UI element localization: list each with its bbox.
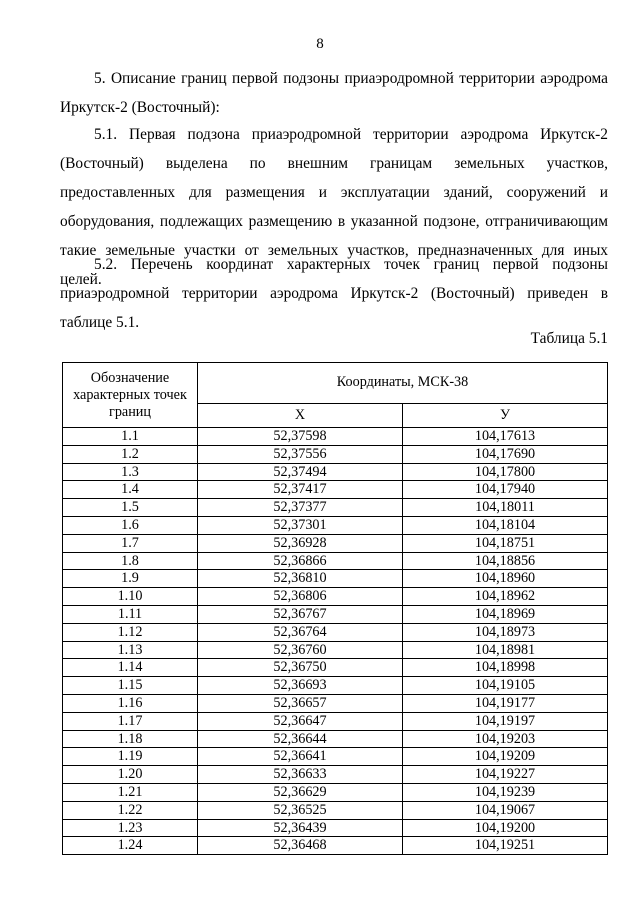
point-cell: 1.11 (63, 605, 198, 623)
table-row (63, 837, 608, 855)
x-coordinate-cell: 52,36810 (198, 570, 403, 588)
y-coordinate-cell: 104,18104 (403, 516, 608, 534)
x-coordinate-cell: 52,37301 (198, 516, 403, 534)
y-coordinate-cell: 104,17613 (403, 428, 608, 446)
table-row (63, 712, 608, 730)
table-row (63, 605, 608, 623)
x-coordinate-cell: 52,36641 (198, 748, 403, 766)
x-coordinate-cell: 52,37556 (198, 445, 403, 463)
table-body (63, 428, 608, 855)
x-coordinate-cell: 52,36629 (198, 783, 403, 801)
point-cell: 1.18 (63, 730, 198, 748)
table-row (63, 730, 608, 748)
header-x: X (198, 403, 403, 427)
x-coordinate-cell: 52,37417 (198, 481, 403, 499)
section-5-heading: 5. Описание границ первой подзоны приаэродромной территории аэродрома Иркутск-2 (Восточный): (60, 70, 608, 116)
x-coordinate-cell: 52,36760 (198, 641, 403, 659)
x-coordinate-cell: 52,37598 (198, 428, 403, 446)
x-coordinate-cell: 52,37377 (198, 499, 403, 517)
table-row (63, 463, 608, 481)
y-coordinate-cell: 104,19239 (403, 783, 608, 801)
x-coordinate-cell: 52,36644 (198, 730, 403, 748)
header-point-designation: Обозначение характерных точек границ (63, 363, 198, 428)
y-coordinate-cell: 104,17940 (403, 481, 608, 499)
header-coordinates: Координаты, МСК-38 (198, 363, 608, 404)
table-caption: Таблица 5.1 (530, 330, 608, 347)
point-cell: 1.1 (63, 428, 198, 446)
y-coordinate-cell: 104,19177 (403, 694, 608, 712)
y-coordinate-cell: 104,18969 (403, 605, 608, 623)
page-number: 8 (316, 36, 324, 52)
y-coordinate-cell: 104,18011 (403, 499, 608, 517)
point-cell: 1.23 (63, 819, 198, 837)
point-cell: 1.20 (63, 766, 198, 784)
x-coordinate-cell: 52,36693 (198, 677, 403, 695)
point-cell: 1.7 (63, 534, 198, 552)
table-row (63, 499, 608, 517)
table-row (63, 766, 608, 784)
point-cell: 1.2 (63, 445, 198, 463)
y-coordinate-cell: 104,18981 (403, 641, 608, 659)
table-row (63, 570, 608, 588)
point-cell: 1.22 (63, 801, 198, 819)
x-coordinate-cell: 52,36806 (198, 588, 403, 606)
point-cell: 1.16 (63, 694, 198, 712)
point-cell: 1.13 (63, 641, 198, 659)
x-coordinate-cell: 52,36866 (198, 552, 403, 570)
table-row (63, 588, 608, 606)
point-cell: 1.4 (63, 481, 198, 499)
table-header (63, 363, 608, 428)
table-row (63, 428, 608, 446)
table-row (63, 623, 608, 641)
x-coordinate-cell: 52,37494 (198, 463, 403, 481)
point-cell: 1.5 (63, 499, 198, 517)
point-cell: 1.17 (63, 712, 198, 730)
y-coordinate-cell: 104,18962 (403, 588, 608, 606)
x-coordinate-cell: 52,36928 (198, 534, 403, 552)
point-cell: 1.14 (63, 659, 198, 677)
table-row (63, 783, 608, 801)
x-coordinate-cell: 52,36468 (198, 837, 403, 855)
point-cell: 1.8 (63, 552, 198, 570)
table-row (63, 445, 608, 463)
y-coordinate-cell: 104,19209 (403, 748, 608, 766)
point-cell: 1.19 (63, 748, 198, 766)
table-row (63, 641, 608, 659)
point-cell: 1.24 (63, 837, 198, 855)
x-coordinate-cell: 52,36525 (198, 801, 403, 819)
y-coordinate-cell: 104,19227 (403, 766, 608, 784)
table-row (63, 534, 608, 552)
point-cell: 1.12 (63, 623, 198, 641)
y-coordinate-cell: 104,19197 (403, 712, 608, 730)
y-coordinate-cell: 104,17800 (403, 463, 608, 481)
y-coordinate-cell: 104,19203 (403, 730, 608, 748)
paragraph-5-1: 5.1. Первая подзона приаэродромной территории аэродрома Иркутск-2 (Восточный) выделена по внешним границам земельных участков, предоставленных для размещения и эксплуатации зданий, сооружений и оборудования, подлежащих размещению в указанной подзоне, отграничивающим такие земельные участки от земельных участков, предназначенных для иных целей. (60, 126, 608, 288)
x-coordinate-cell: 52,36767 (198, 605, 403, 623)
y-coordinate-cell: 104,18973 (403, 623, 608, 641)
table-row (63, 659, 608, 677)
table-row (63, 801, 608, 819)
x-coordinate-cell: 52,36647 (198, 712, 403, 730)
table-row (63, 516, 608, 534)
y-coordinate-cell: 104,19105 (403, 677, 608, 695)
x-coordinate-cell: 52,36750 (198, 659, 403, 677)
x-coordinate-cell: 52,36633 (198, 766, 403, 784)
point-cell: 1.6 (63, 516, 198, 534)
table-row (63, 677, 608, 695)
point-cell: 1.10 (63, 588, 198, 606)
y-coordinate-cell: 104,18960 (403, 570, 608, 588)
point-cell: 1.3 (63, 463, 198, 481)
x-coordinate-cell: 52,36439 (198, 819, 403, 837)
coordinates-table (62, 362, 608, 855)
x-coordinate-cell: 52,36657 (198, 694, 403, 712)
table-row (63, 819, 608, 837)
point-cell: 1.21 (63, 783, 198, 801)
table-row (63, 748, 608, 766)
table-row (63, 481, 608, 499)
table-row (63, 694, 608, 712)
x-coordinate-cell: 52,36764 (198, 623, 403, 641)
y-coordinate-cell: 104,18751 (403, 534, 608, 552)
y-coordinate-cell: 104,18998 (403, 659, 608, 677)
y-coordinate-cell: 104,19200 (403, 819, 608, 837)
point-cell: 1.15 (63, 677, 198, 695)
y-coordinate-cell: 104,19251 (403, 837, 608, 855)
paragraph-5-2: 5.2. Перечень координат характерных точек границ первой подзоны приаэродромной территории аэродрома Иркутск-2 (Восточный) приведен в таблице 5.1. (60, 256, 608, 331)
point-cell: 1.9 (63, 570, 198, 588)
y-coordinate-cell: 104,17690 (403, 445, 608, 463)
y-coordinate-cell: 104,18856 (403, 552, 608, 570)
header-y: У (403, 403, 608, 427)
y-coordinate-cell: 104,19067 (403, 801, 608, 819)
table-row (63, 552, 608, 570)
